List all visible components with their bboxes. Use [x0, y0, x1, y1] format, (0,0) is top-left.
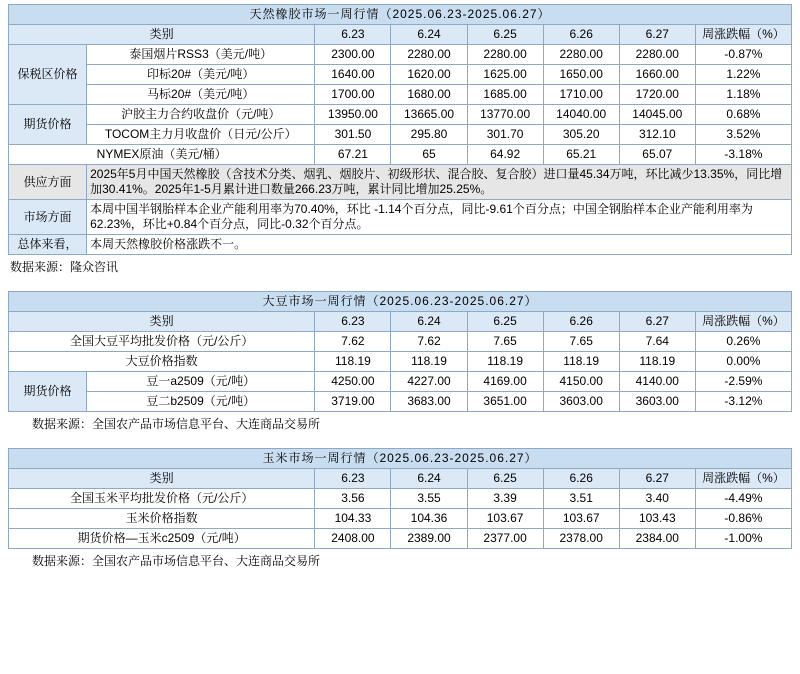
cell-value: 3603.00: [543, 392, 619, 412]
col-header-0626: 6.26: [543, 469, 619, 489]
col-header-change: 周涨跌幅（%）: [695, 469, 791, 489]
table-row: [9, 372, 792, 392]
cell-change: -3.12%: [695, 392, 791, 412]
col-header-0626: 6.26: [543, 312, 619, 332]
soybean-table: [8, 291, 792, 412]
row-label-nymex-crude: NYMEX原油（美元/桶）: [9, 145, 315, 165]
col-header-category: 类别: [9, 469, 315, 489]
row-label: 玉米价格指数: [9, 509, 315, 529]
section-spacer: [8, 438, 792, 448]
cell-value: 2280.00: [619, 45, 695, 65]
cell-value: 103.67: [467, 509, 543, 529]
cell-value: 3683.00: [391, 392, 467, 412]
row-label: 印标20#（美元/吨）: [87, 65, 315, 85]
cell-value: 1660.00: [619, 65, 695, 85]
cell-value: 3603.00: [619, 392, 695, 412]
cell-value: 1720.00: [619, 85, 695, 105]
note-label-supply: 供应方面: [9, 165, 87, 200]
col-header-category: 类别: [9, 25, 315, 45]
table-title-row: [9, 449, 792, 469]
cell-value: 3.51: [543, 489, 619, 509]
cell-change: 0.68%: [695, 105, 791, 125]
note-text-market: 本周中国半钢胎样本企业产能利用率为70.40%，环比 -1.14个百分点，同比-9.61个百分点；中国全钢胎样本企业产能利用率为62.23%，环比+0.84个百分点，同比-0.32个百分点。: [87, 200, 792, 235]
note-row-supply: [9, 165, 792, 200]
note-text-summary: 本周天然橡胶价格涨跌不一。: [87, 235, 792, 255]
cell-value: 2389.00: [391, 529, 467, 549]
cell-value: 118.19: [315, 352, 391, 372]
table-row: [9, 65, 792, 85]
cell-value: 118.19: [467, 352, 543, 372]
cell-value: 67.21: [315, 145, 391, 165]
cell-value: 2300.00: [315, 45, 391, 65]
col-header-0623: 6.23: [315, 312, 391, 332]
table-row: [9, 489, 792, 509]
cell-value: 118.19: [543, 352, 619, 372]
row-label: 豆二b2509（元/吨）: [87, 392, 315, 412]
rubber-title: 天然橡胶市场一周行情（2025.06.23-2025.06.27）: [9, 5, 792, 25]
section-spacer: [8, 281, 792, 291]
cell-value: 1685.00: [467, 85, 543, 105]
cell-value: 2378.00: [543, 529, 619, 549]
soybean-source: 数据来源：全国农产品市场信息平台、大连商品交易所: [32, 417, 321, 431]
cell-change: 1.18%: [695, 85, 791, 105]
col-header-0627: 6.27: [619, 312, 695, 332]
cell-value: 65.21: [543, 145, 619, 165]
cell-change: -0.87%: [695, 45, 791, 65]
cell-change: 1.22%: [695, 65, 791, 85]
cell-value: 301.50: [315, 125, 391, 145]
note-text-supply: 2025年5月中国天然橡胶（含技术分类、烟乳、烟胶片、初级形状、混合胶、复合胶）进口量45.34万吨，环比减少13.35%，同比增加30.41%。2025年1-5月累计进口数量266.23万吨，累计同比增加25.25%。: [87, 165, 792, 200]
cell-value: 3.56: [315, 489, 391, 509]
col-header-change: 周涨跌幅（%）: [695, 25, 791, 45]
row-label: 豆一a2509（元/吨）: [87, 372, 315, 392]
row-label: 泰国烟片RSS3（美元/吨）: [87, 45, 315, 65]
cell-value: 4250.00: [315, 372, 391, 392]
col-header-0625: 6.25: [467, 312, 543, 332]
soybean-title: 大豆市场一周行情（2025.06.23-2025.06.27）: [9, 292, 792, 312]
cell-value: 1640.00: [315, 65, 391, 85]
col-header-0624: 6.24: [391, 469, 467, 489]
rubber-table: [8, 4, 792, 255]
soybean-section: [8, 291, 792, 434]
cell-value: 7.65: [543, 332, 619, 352]
cell-change: -2.59%: [695, 372, 791, 392]
table-row: [9, 145, 792, 165]
group-label-bonded-price: 保税区价格: [9, 45, 87, 105]
table-row: [9, 45, 792, 65]
cell-value: 4227.00: [391, 372, 467, 392]
table-row: [9, 125, 792, 145]
cell-value: 65.07: [619, 145, 695, 165]
table-header-row: [9, 312, 792, 332]
cell-change: -3.18%: [695, 145, 791, 165]
corn-section: [8, 448, 792, 571]
cell-value: 13770.00: [467, 105, 543, 125]
group-label-futures-price: 期货价格: [9, 372, 87, 412]
cell-value: 103.67: [543, 509, 619, 529]
col-header-0625: 6.25: [467, 469, 543, 489]
cell-value: 118.19: [391, 352, 467, 372]
cell-value: 13665.00: [391, 105, 467, 125]
cell-value: 1710.00: [543, 85, 619, 105]
corn-title: 玉米市场一周行情（2025.06.23-2025.06.27）: [9, 449, 792, 469]
row-label: 大豆价格指数: [9, 352, 315, 372]
cell-value: 1625.00: [467, 65, 543, 85]
cell-change: -0.86%: [695, 509, 791, 529]
cell-value: 7.62: [391, 332, 467, 352]
note-label-market: 市场方面: [9, 200, 87, 235]
rubber-section: [8, 4, 792, 277]
cell-value: 2280.00: [391, 45, 467, 65]
cell-value: 1700.00: [315, 85, 391, 105]
col-header-change: 周涨跌幅（%）: [695, 312, 791, 332]
cell-value: 4150.00: [543, 372, 619, 392]
cell-value: 3.39: [467, 489, 543, 509]
cell-change: -1.00%: [695, 529, 791, 549]
cell-value: 301.70: [467, 125, 543, 145]
col-header-0624: 6.24: [391, 312, 467, 332]
cell-change: 3.52%: [695, 125, 791, 145]
cell-value: 1650.00: [543, 65, 619, 85]
cell-value: 104.33: [315, 509, 391, 529]
table-row: [9, 332, 792, 352]
table-row: [9, 509, 792, 529]
col-header-0624: 6.24: [391, 25, 467, 45]
cell-value: 7.62: [315, 332, 391, 352]
cell-value: 64.92: [467, 145, 543, 165]
cell-value: 3651.00: [467, 392, 543, 412]
cell-value: 14045.00: [619, 105, 695, 125]
rubber-source: 数据来源：隆众咨讯: [10, 260, 119, 274]
cell-value: 1680.00: [391, 85, 467, 105]
row-label: 期货价格—玉米c2509（元/吨）: [9, 529, 315, 549]
table-row: [9, 352, 792, 372]
row-label: TOCOM主力月收盘价（日元/公斤）: [87, 125, 315, 145]
col-header-0627: 6.27: [619, 469, 695, 489]
cell-value: 2408.00: [315, 529, 391, 549]
row-label: 全国玉米平均批发价格（元/公斤）: [9, 489, 315, 509]
col-header-0623: 6.23: [315, 25, 391, 45]
cell-value: 3.40: [619, 489, 695, 509]
table-row: [9, 105, 792, 125]
table-title-row: [9, 5, 792, 25]
col-header-category: 类别: [9, 312, 315, 332]
group-label-futures-price: 期货价格: [9, 105, 87, 145]
cell-value: 65: [391, 145, 467, 165]
col-header-0626: 6.26: [543, 25, 619, 45]
cell-value: 2280.00: [467, 45, 543, 65]
corn-table: [8, 448, 792, 549]
cell-value: 3719.00: [315, 392, 391, 412]
col-header-0625: 6.25: [467, 25, 543, 45]
note-row-summary: [9, 235, 792, 255]
cell-value: 13950.00: [315, 105, 391, 125]
note-label-summary: 总体来看，: [9, 235, 87, 255]
table-row: [9, 85, 792, 105]
cell-value: 312.10: [619, 125, 695, 145]
table-header-row: [9, 469, 792, 489]
cell-value: 118.19: [619, 352, 695, 372]
cell-change: 0.00%: [695, 352, 791, 372]
cell-value: 2384.00: [619, 529, 695, 549]
table-header-row: [9, 25, 792, 45]
cell-value: 7.64: [619, 332, 695, 352]
table-row: [9, 392, 792, 412]
cell-value: 14040.00: [543, 105, 619, 125]
cell-value: 2377.00: [467, 529, 543, 549]
cell-value: 103.43: [619, 509, 695, 529]
row-label: 沪胶主力合约收盘价（元/吨）: [87, 105, 315, 125]
cell-value: 4140.00: [619, 372, 695, 392]
table-title-row: [9, 292, 792, 312]
col-header-0623: 6.23: [315, 469, 391, 489]
cell-value: 7.65: [467, 332, 543, 352]
cell-value: 2280.00: [543, 45, 619, 65]
cell-value: 104.36: [391, 509, 467, 529]
cell-change: -4.49%: [695, 489, 791, 509]
cell-value: 1620.00: [391, 65, 467, 85]
corn-source: 数据来源：全国农产品市场信息平台、大连商品交易所: [32, 554, 321, 568]
row-label: 马标20#（美元/吨）: [87, 85, 315, 105]
table-row: [9, 529, 792, 549]
note-row-market: [9, 200, 792, 235]
row-label: 全国大豆平均批发价格（元/公斤）: [9, 332, 315, 352]
cell-value: 4169.00: [467, 372, 543, 392]
col-header-0627: 6.27: [619, 25, 695, 45]
cell-value: 295.80: [391, 125, 467, 145]
cell-value: 3.55: [391, 489, 467, 509]
cell-value: 305.20: [543, 125, 619, 145]
cell-change: 0.26%: [695, 332, 791, 352]
